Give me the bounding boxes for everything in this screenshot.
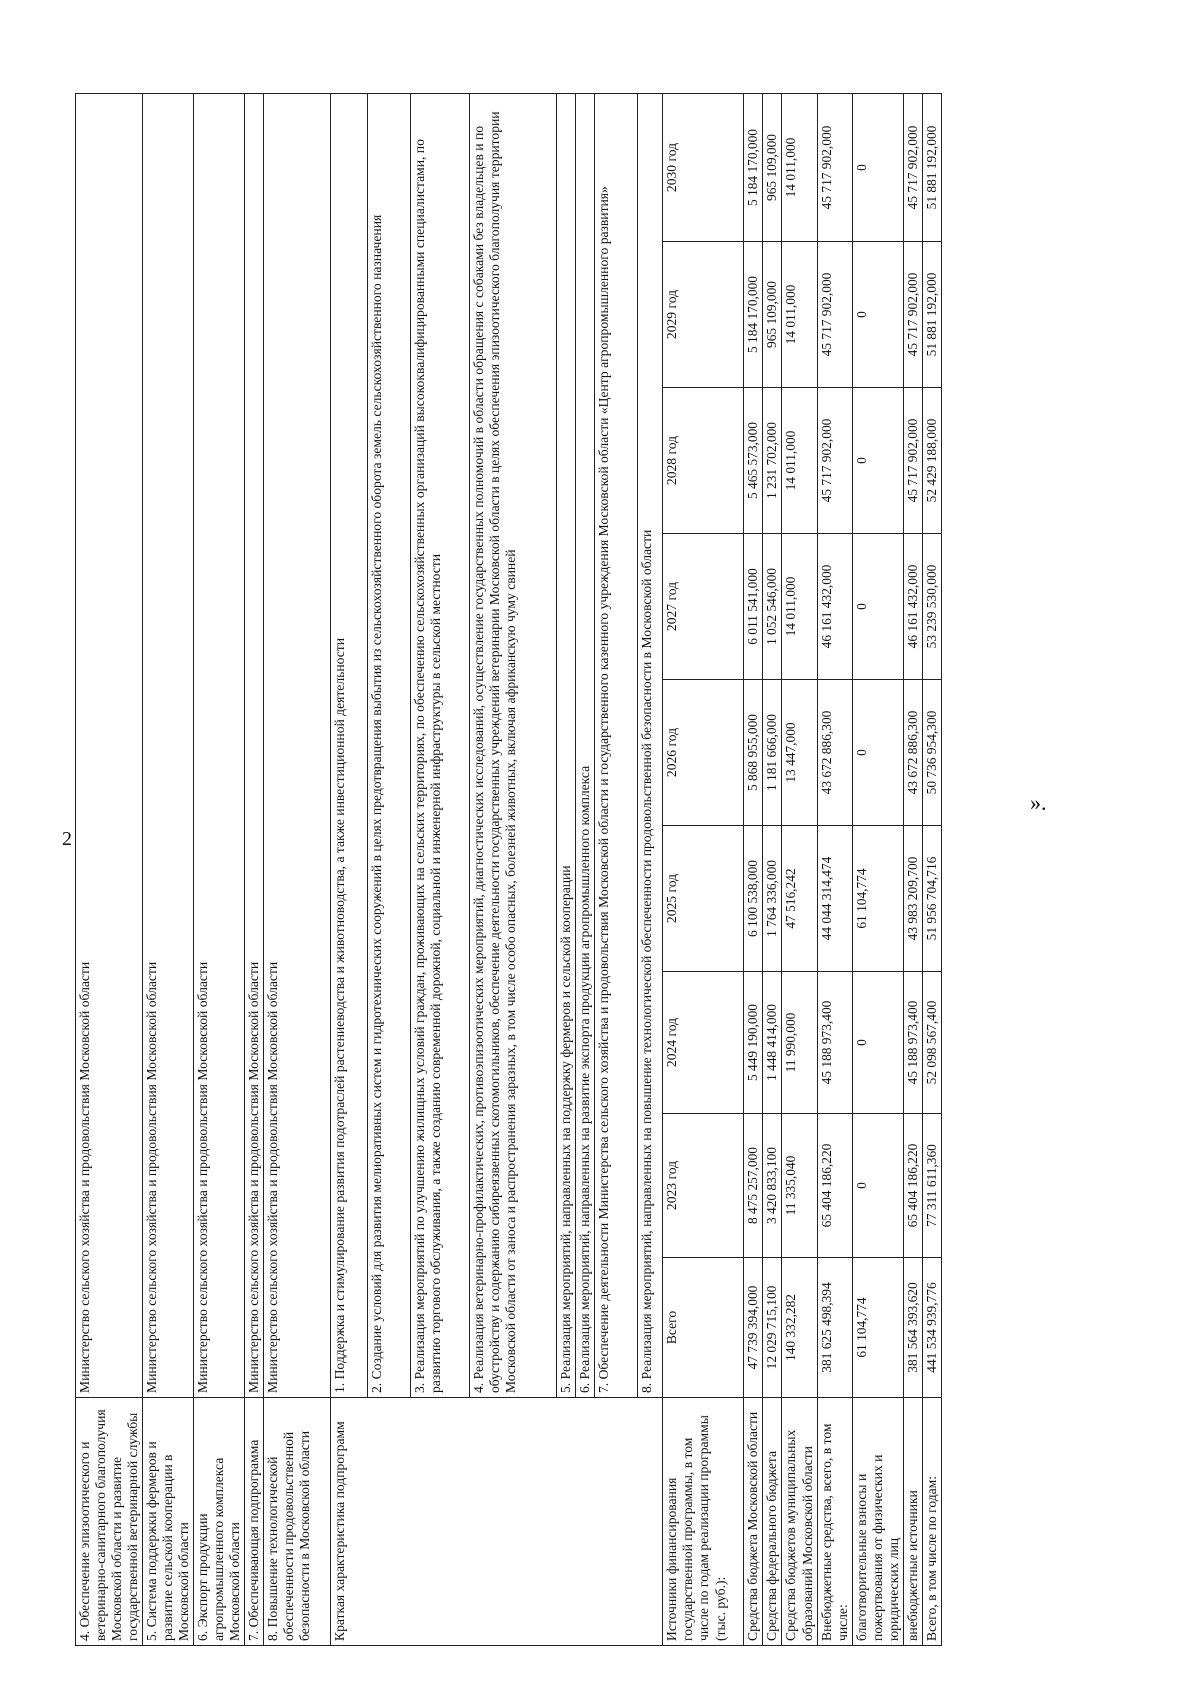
finance-year-cell: 14 011,000 bbox=[782, 388, 817, 534]
finance-year-cell: 43 672 886,300 bbox=[817, 680, 852, 826]
finance-year-cell: 13 447,000 bbox=[782, 680, 817, 826]
finance-source-label: Средства бюджета Московской области bbox=[744, 1398, 763, 1646]
closing-quote: ». bbox=[1030, 790, 1047, 815]
finance-year-cell: 1 181 666,000 bbox=[763, 680, 782, 826]
finance-year-cell: 14 011,000 bbox=[782, 242, 817, 388]
header-year: 2026 год bbox=[663, 680, 744, 826]
responsible-ministry: Министерство сельского хозяйства и продовольствия Московской области bbox=[194, 94, 245, 1398]
finance-row bbox=[852, 94, 903, 1646]
subprogram-row bbox=[264, 94, 331, 1646]
finance-year-cell: 1 764 336,000 bbox=[763, 826, 782, 972]
finance-year-cell: 8 475 257,000 bbox=[744, 1114, 763, 1258]
finance-year-cell: 0 bbox=[852, 534, 903, 680]
subprogram-label: 6. Экспорт продукции агропромышленного комплекса Московской области bbox=[194, 1398, 245, 1646]
responsible-ministry: Министерство сельского хозяйства и продовольствия Московской области bbox=[143, 94, 194, 1398]
finance-year-cell: 52 098 567,400 bbox=[922, 972, 941, 1114]
finance-row bbox=[782, 94, 817, 1646]
finance-year-cell: 45 717 902,000 bbox=[817, 242, 852, 388]
finance-total-cell: 441 534 939,776 bbox=[922, 1258, 941, 1398]
finance-year-cell: 51 881 192,000 bbox=[922, 94, 941, 242]
finance-year-cell: 43 983 209,700 bbox=[903, 826, 922, 972]
finance-year-cell: 0 bbox=[852, 94, 903, 242]
finance-row bbox=[903, 94, 922, 1646]
finance-year-cell: 43 672 886,300 bbox=[903, 680, 922, 826]
finance-year-cell: 0 bbox=[852, 242, 903, 388]
subprogram-row bbox=[76, 94, 143, 1646]
brief-item-1: 1. Поддержка и стимулирование развития подотраслей растениеводства и животноводства, а также инвестиционной деятельности bbox=[331, 94, 368, 1398]
header-year: 2027 год bbox=[663, 534, 744, 680]
finance-year-cell: 1 448 414,000 bbox=[763, 972, 782, 1114]
finance-total-cell: 61 104,774 bbox=[852, 1258, 903, 1398]
subprogram-label: 4. Обеспечение эпизоотического и ветеринарно-санитарного благополучия Московской области и развитие государственной ветеринарной службы bbox=[76, 1398, 143, 1646]
subprogram-label: 8. Повышение технологической обеспеченности продовольственной безопасности в Московской области bbox=[264, 1398, 331, 1646]
finance-total-cell: 47 739 394,000 bbox=[744, 1258, 763, 1398]
finance-year-cell: 45 717 902,000 bbox=[817, 388, 852, 534]
subprogram-label: 5. Система поддержки фермеров и развитие сельской кооперации в Московской области bbox=[143, 1398, 194, 1646]
brief-item-3: 3. Реализация мероприятий по улучшению жилищных условий граждан, проживающих на сельских территориях, по обеспечению сельскохозяйственных организаций высококвалифицированными специалистами, по развитию торгового обслуживания, а также созданию современной дорожной, социальной и инженерной инфраструктуры в сельской местности bbox=[411, 94, 470, 1398]
finance-source-label: Средства федерального бюджета bbox=[763, 1398, 782, 1646]
header-year: 2025 год bbox=[663, 826, 744, 972]
subprogram-row bbox=[194, 94, 245, 1646]
finance-year-cell: 965 109,000 bbox=[763, 94, 782, 242]
finance-year-cell: 3 420 833,100 bbox=[763, 1114, 782, 1258]
program-passport-table bbox=[75, 93, 942, 1646]
page-number: 2 bbox=[62, 828, 72, 850]
finance-year-cell: 11 335,040 bbox=[782, 1114, 817, 1258]
brief-item-8: 8. Реализация мероприятий, направленных на повышение технологической обеспеченности продовольственной безопасности в Московской области bbox=[638, 94, 663, 1398]
finance-year-cell: 51 881 192,000 bbox=[922, 242, 941, 388]
finance-year-cell: 0 bbox=[852, 1114, 903, 1258]
responsible-ministry: Министерство сельского хозяйства и продовольствия Московской области bbox=[245, 94, 264, 1398]
finance-source-label: благотворительные взносы и пожертвования от физических и юридических лиц bbox=[852, 1398, 903, 1646]
header-year: 2024 год bbox=[663, 972, 744, 1114]
brief-item-7: 7. Обеспечение деятельности Министерства сельского хозяйства и продовольствия Московской области и государственного казенного учреждения Московской области «Центр агропромышленного развития» bbox=[595, 94, 638, 1398]
finance-year-cell: 14 011,000 bbox=[782, 94, 817, 242]
finance-year-cell: 45 717 902,000 bbox=[817, 94, 852, 242]
finance-year-cell: 77 311 611,360 bbox=[922, 1114, 941, 1258]
finance-year-cell: 1 231 702,000 bbox=[763, 388, 782, 534]
finance-year-cell: 46 161 432,000 bbox=[903, 534, 922, 680]
finance-year-cell: 0 bbox=[852, 680, 903, 826]
header-year: 2029 год bbox=[663, 242, 744, 388]
header-year: 2028 год bbox=[663, 388, 744, 534]
finance-year-cell: 45 188 973,400 bbox=[903, 972, 922, 1114]
finance-year-cell: 61 104,774 bbox=[852, 826, 903, 972]
finance-year-cell: 46 161 432,000 bbox=[817, 534, 852, 680]
finance-year-cell: 45 717 902,000 bbox=[903, 388, 922, 534]
finance-source-label: Внебюджетные средства, всего, в том числе: bbox=[817, 1398, 852, 1646]
finance-year-cell: 5 449 190,000 bbox=[744, 972, 763, 1114]
finance-year-cell: 44 044 314,474 bbox=[817, 826, 852, 972]
finance-year-cell: 53 239 530,000 bbox=[922, 534, 941, 680]
brief-item-6: 6. Реализация мероприятий, направленных на развитие экспорта продукции агропромышленного комплекса bbox=[576, 94, 595, 1398]
finance-row bbox=[744, 94, 763, 1646]
header-total: Всего bbox=[663, 1258, 744, 1398]
finance-year-cell: 5 184 170,000 bbox=[744, 242, 763, 388]
finance-year-cell: 0 bbox=[852, 388, 903, 534]
finance-year-cell: 47 516,242 bbox=[782, 826, 817, 972]
header-year: 2030 год bbox=[663, 94, 744, 242]
header-year: 2023 год bbox=[663, 1114, 744, 1258]
finance-source-label: внебюджетные источники bbox=[903, 1398, 922, 1646]
finance-year-cell: 52 429 188,000 bbox=[922, 388, 941, 534]
finance-year-cell: 65 404 186,220 bbox=[903, 1114, 922, 1258]
rotated-table-container bbox=[75, 94, 942, 1646]
finance-total-cell: 140 332,282 bbox=[782, 1258, 817, 1398]
responsible-ministry: Министерство сельского хозяйства и продовольствия Московской области bbox=[264, 94, 331, 1398]
finance-year-cell: 1 052 546,000 bbox=[763, 534, 782, 680]
finance-year-cell: 51 956 704,716 bbox=[922, 826, 941, 972]
finance-label: Источники финансирования государственной программы, в том числе по годам реализации программы (тыс. руб.): bbox=[663, 1398, 744, 1646]
finance-year-cell: 11 990,000 bbox=[782, 972, 817, 1114]
finance-source-label: Средства бюджетов муниципальных образований Московской области bbox=[782, 1398, 817, 1646]
finance-year-cell: 965 109,000 bbox=[763, 242, 782, 388]
finance-header-row bbox=[663, 94, 744, 1646]
brief-item-5: 5. Реализация мероприятий, направленных на поддержку фермеров и сельской кооперации bbox=[557, 94, 576, 1398]
finance-year-cell: 6 100 538,000 bbox=[744, 826, 763, 972]
brief-item-4: 4. Реализация ветеринарно-профилактических, противоэпизоотических мероприятий, диагностических исследований, осуществление государственных полномочий в области обращения с собаками без владельцев и по обустройству и содержанию сибиреязвенных скотомогильников, обеспечение деятельности государственных учреждений ветеринарии Московской области в целях обеспечения эпизоотического благополучия территории Московской области от заноса и распространения заразных, в том числе особо опасных, болезней животных, включая африканскую чуму свиней bbox=[470, 94, 557, 1398]
finance-total-cell: 381 564 393,620 bbox=[903, 1258, 922, 1398]
finance-total-cell: 12 029 715,100 bbox=[763, 1258, 782, 1398]
finance-year-cell: 5 465 573,000 bbox=[744, 388, 763, 534]
subprogram-row bbox=[245, 94, 264, 1646]
finance-year-cell: 45 717 902,000 bbox=[903, 94, 922, 242]
responsible-ministry: Министерство сельского хозяйства и продовольствия Московской области bbox=[76, 94, 143, 1398]
brief-label: Краткая характеристика подпрограмм bbox=[331, 1398, 663, 1646]
subprogram-row bbox=[143, 94, 194, 1646]
finance-year-cell: 45 188 973,400 bbox=[817, 972, 852, 1114]
finance-row bbox=[817, 94, 852, 1646]
finance-year-cell: 65 404 186,220 bbox=[817, 1114, 852, 1258]
finance-year-cell: 6 011 541,000 bbox=[744, 534, 763, 680]
finance-total-cell: 381 625 498,394 bbox=[817, 1258, 852, 1398]
finance-year-cell: 45 717 902,000 bbox=[903, 242, 922, 388]
finance-year-cell: 5 868 955,000 bbox=[744, 680, 763, 826]
finance-year-cell: 0 bbox=[852, 972, 903, 1114]
brief-item-2: 2. Создание условий для развития мелиоративных систем и гидротехнических сооружений в целях предотвращения выбытия из сельскохозяйственного оборота земель сельскохозяйственного назначения bbox=[368, 94, 411, 1398]
finance-year-cell: 5 184 170,000 bbox=[744, 94, 763, 242]
finance-year-cell: 14 011,000 bbox=[782, 534, 817, 680]
brief-row bbox=[331, 94, 368, 1646]
finance-source-label: Всего, в том числе по годам: bbox=[922, 1398, 941, 1646]
finance-year-cell: 50 736 954,300 bbox=[922, 680, 941, 826]
finance-row bbox=[922, 94, 941, 1646]
subprogram-label: 7. Обеспечивающая подпрограмма bbox=[245, 1398, 264, 1646]
finance-row bbox=[763, 94, 782, 1646]
